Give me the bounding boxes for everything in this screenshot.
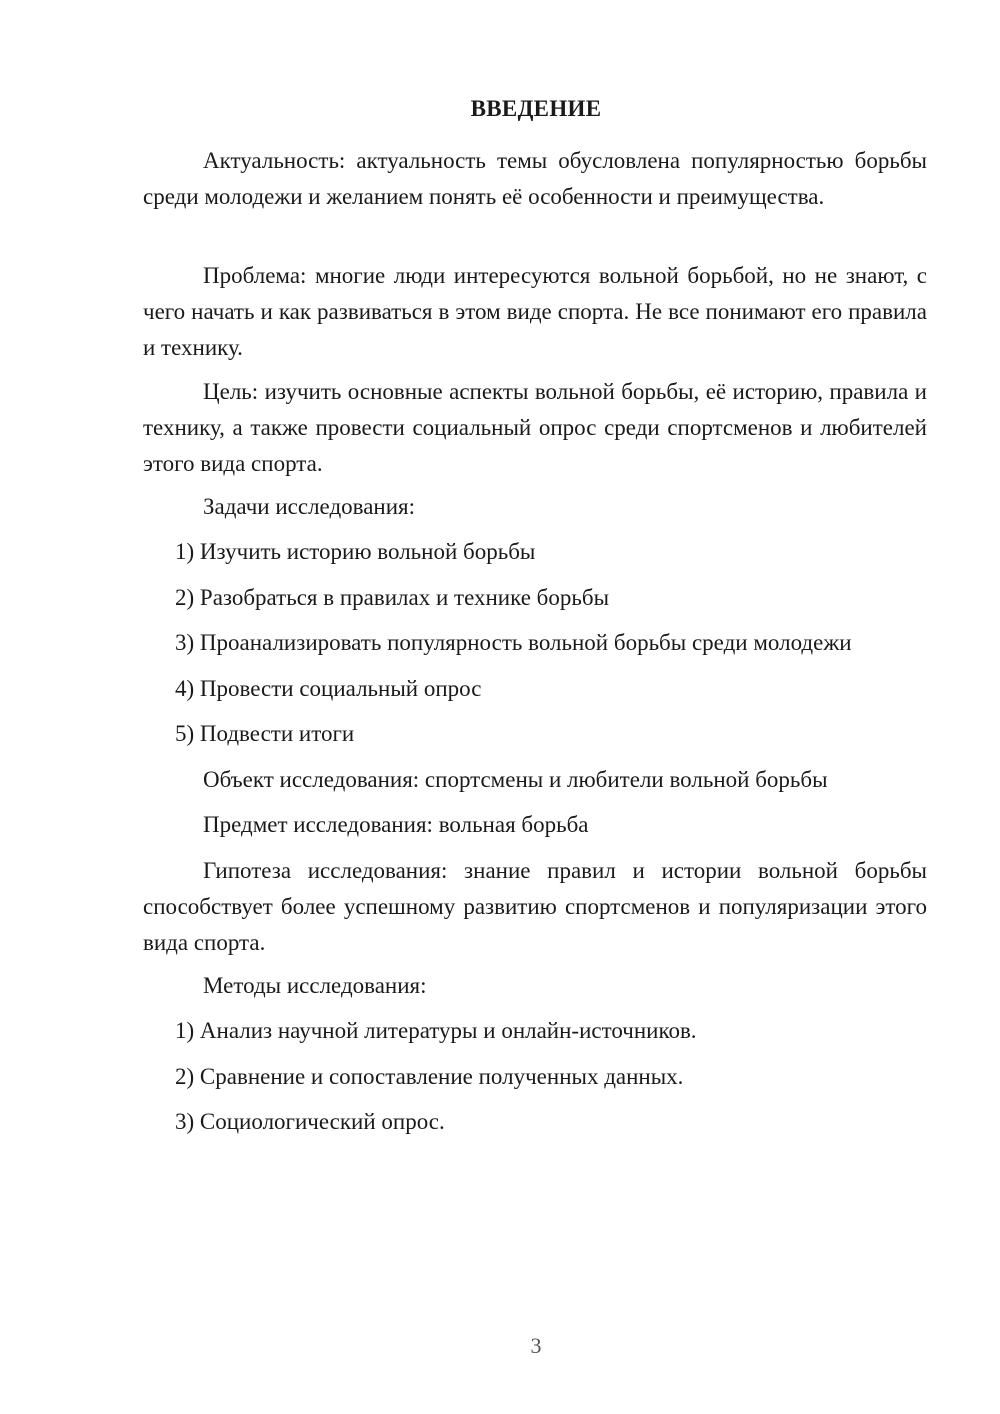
task-item: 2) Разобраться в правилах и технике борьбы: [175, 585, 610, 610]
method-item: 1) Анализ научной литературы и онлайн-источников.: [175, 1018, 697, 1043]
task-item: 1) Изучить историю вольной борьбы: [175, 539, 536, 564]
problem-paragraph: Проблема: многие люди интересуются вольной борьбой, но не знают, с чего начать и как развиваться в этом виде спорта. Не все понимают его правила и технику.: [143, 263, 927, 360]
task-item: 3) Проанализировать популярность вольной борьбы среди молодежи: [175, 630, 852, 655]
tasks-heading: Задачи исследования:: [203, 494, 416, 519]
page-number: 3: [530, 1333, 542, 1358]
goal-paragraph: Цель: изучить основные аспекты вольной борьбы, её историю, правила и технику, а также провести социальный опрос среди спортсменов и любителей этого вида спорта.: [143, 379, 927, 476]
relevance-paragraph: Актуальность: актуальность темы обусловлена популярностью борьбы среди молодежи и желанием понять её особенности и преимущества.: [143, 148, 927, 209]
method-item: 3) Социологический опрос.: [175, 1109, 445, 1134]
methods-heading: Методы исследования:: [203, 973, 427, 998]
method-item: 2) Сравнение и сопоставление полученных данных.: [175, 1064, 684, 1089]
hypothesis-paragraph: Гипотеза исследования: знание правил и истории вольной борьбы способствует более успешному развитию спортсменов и популяризации этого вида спорта.: [143, 858, 927, 955]
research-object: Объект исследования: спортсмены и любители вольной борьбы: [203, 767, 828, 792]
task-item: 5) Подвести итоги: [175, 721, 355, 746]
task-item: 4) Провести социальный опрос: [175, 676, 482, 701]
research-subject: Предмет исследования: вольная борьба: [203, 812, 589, 837]
page-title: ВВЕДЕНИЕ: [470, 96, 602, 121]
